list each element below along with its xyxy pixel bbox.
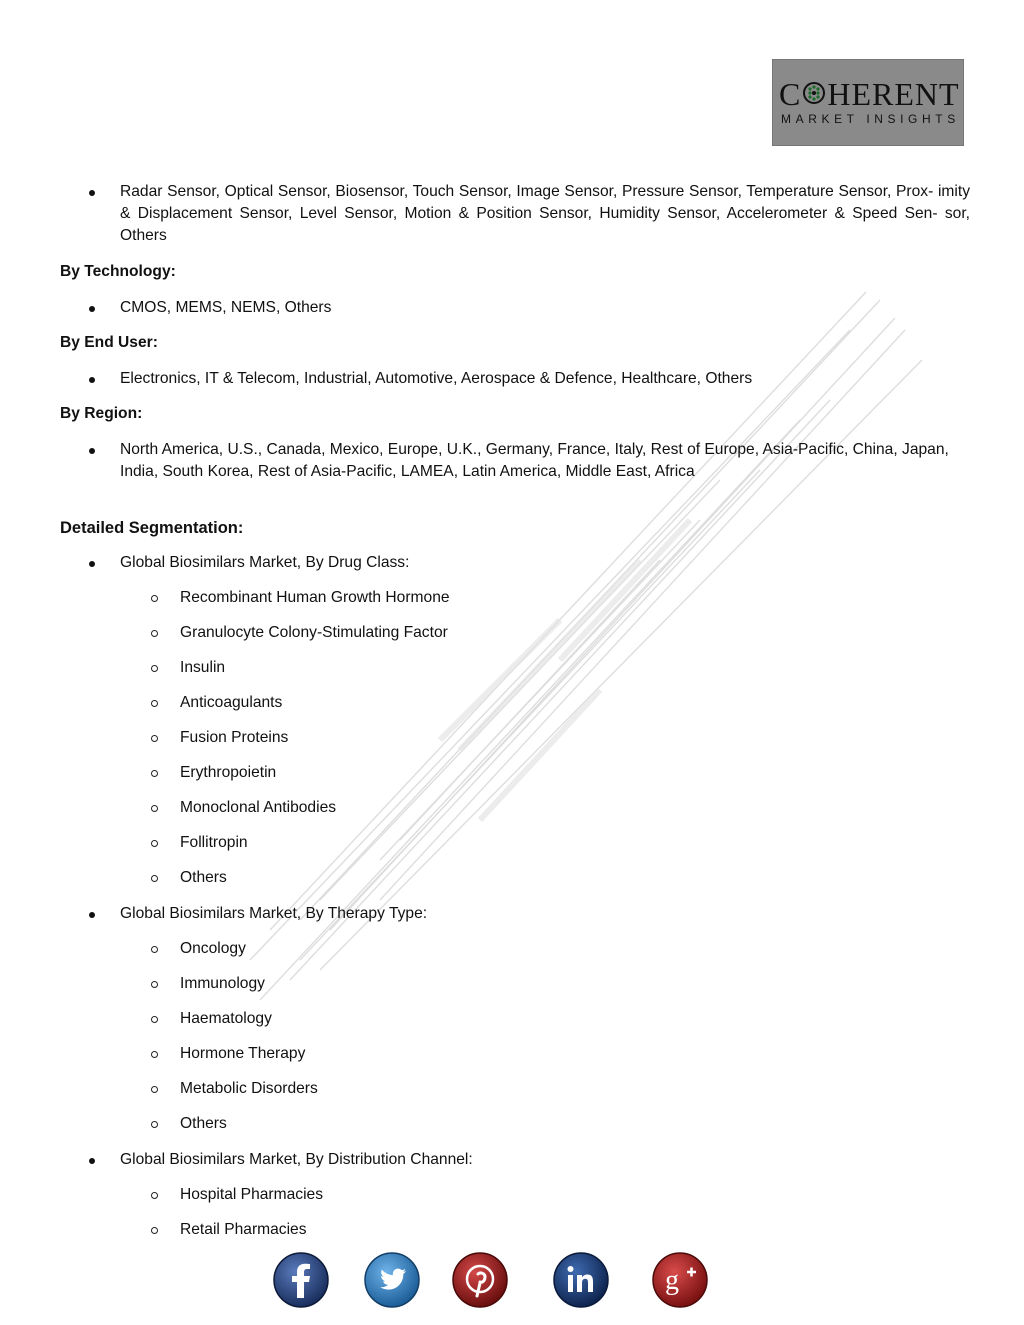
list-item-label: Recombinant Human Growth Hormone (180, 589, 450, 606)
sub-bullet-ring (151, 630, 158, 637)
list-item (60, 1219, 970, 1241)
list-item (60, 1113, 970, 1135)
bullet-dot (89, 448, 95, 454)
sub-bullet-ring (151, 735, 158, 742)
list-item (60, 1184, 970, 1206)
bullet-dot (89, 1158, 95, 1164)
sub-bullet-ring (151, 1192, 158, 1199)
sub-bullet-ring (151, 805, 158, 812)
list-item (60, 867, 970, 889)
sub-bullet-ring (151, 840, 158, 847)
list-item (60, 1078, 970, 1100)
linkedin-icon[interactable] (553, 1252, 609, 1308)
list-item-label: Follitropin (180, 834, 248, 851)
list-item (60, 973, 970, 995)
list-item (60, 1008, 970, 1030)
sub-bullet-ring (151, 770, 158, 777)
sub-bullet-ring (151, 1051, 158, 1058)
distribution-channel-list (60, 1184, 970, 1241)
list-item-label: Immunology (180, 975, 265, 992)
therapy-type-title: Global Biosimilars Market, By Therapy Type: (120, 905, 428, 922)
therapy-type-bullet (60, 903, 970, 925)
list-item (60, 832, 970, 854)
list-item-label: Hormone Therapy (180, 1045, 306, 1062)
list-item-label: Haematology (180, 1010, 272, 1027)
facebook-icon[interactable] (273, 1252, 329, 1308)
list-item (60, 762, 970, 784)
list-item (60, 938, 970, 960)
region-list-text: North America, U.S., Canada, Mexico, Europe, U.K., Germany, France, Italy, Rest of Europe, Asia-Pacific, China, Japan, India, South Korea, Rest of Asia-Pacific, LAMEA, Latin America, Middle East, Africa (120, 441, 949, 480)
drug-class-list (60, 587, 970, 889)
document-body (60, 178, 970, 1241)
sub-bullet-ring (151, 665, 158, 672)
svg-text:g: g (665, 1265, 679, 1296)
bullet-dot (89, 377, 95, 383)
technology-heading: By Technology: (60, 263, 176, 280)
bullet-dot (89, 912, 95, 918)
list-item-label: Others (180, 869, 227, 886)
technology-bullet (60, 297, 970, 319)
list-item (60, 727, 970, 749)
twitter-icon[interactable] (364, 1252, 420, 1308)
distribution-channel-title: Global Biosimilars Market, By Distribution Channel: (120, 1151, 473, 1168)
therapy-type-list (60, 938, 970, 1135)
sub-bullet-ring (151, 875, 158, 882)
social-icons-bar (0, 1250, 1024, 1310)
list-item (60, 657, 970, 679)
list-item-label: Insulin (180, 659, 226, 676)
region-bullet (60, 439, 970, 483)
sub-bullet-ring (151, 1121, 158, 1128)
list-item (60, 587, 970, 609)
end-user-bullet (60, 368, 970, 390)
list-item (60, 1043, 970, 1065)
sub-bullet-ring (151, 981, 158, 988)
sub-bullet-ring (151, 700, 158, 707)
technology-list-text: CMOS, MEMS, NEMS, Others (120, 299, 332, 316)
globe-icon (802, 78, 826, 106)
bullet-dot (89, 561, 95, 567)
list-item-label: Erythropoietin (180, 764, 277, 781)
list-item-label: Metabolic Disorders (180, 1080, 318, 1097)
bullet-dot (89, 190, 95, 196)
sub-bullet-ring (151, 1086, 158, 1093)
list-item (60, 692, 970, 714)
pinterest-icon[interactable] (452, 1252, 508, 1308)
list-item-label: Monoclonal Antibodies (180, 799, 337, 816)
end-user-list-text: Electronics, IT & Telecom, Industrial, Automotive, Aerospace & Defence, Healthcare, Others (120, 370, 753, 387)
distribution-channel-bullet (60, 1149, 970, 1171)
logo-tagline: MARKET INSIGHTS (781, 112, 960, 126)
list-item-label: Granulocyte Colony-Stimulating Factor (180, 624, 448, 641)
sub-bullet-ring (151, 1227, 158, 1234)
list-item-label: Others (180, 1115, 227, 1132)
company-logo (772, 59, 964, 146)
type-list-text: Radar Sensor, Optical Sensor, Biosensor, Touch Sensor, Image Sensor, Pressure Sensor, Temperature Sensor, Prox- imity & Displacement Sensor, Level Sensor, Motion & Position Sensor, Humidity Sensor, Accelerometer & Speed Sen- sor, Others (120, 183, 970, 244)
logo-wordmark: C HERENT (779, 76, 960, 112)
google-plus-icon[interactable] (652, 1252, 708, 1308)
region-heading: By Region: (60, 405, 143, 422)
sub-bullet-ring (151, 946, 158, 953)
list-item-label: Retail Pharmacies (180, 1221, 307, 1238)
drug-class-bullet (60, 552, 970, 574)
list-item (60, 622, 970, 644)
list-item (60, 797, 970, 819)
list-item-label: Fusion Proteins (180, 729, 289, 746)
list-item-label: Oncology (180, 940, 246, 957)
bullet-dot (89, 306, 95, 312)
drug-class-title: Global Biosimilars Market, By Drug Class: (120, 554, 410, 571)
detailed-segmentation-heading: Detailed Segmentation: (60, 519, 244, 537)
list-item-label: Anticoagulants (180, 694, 283, 711)
sub-bullet-ring (151, 1016, 158, 1023)
sub-bullet-ring (151, 595, 158, 602)
type-bullet (60, 181, 970, 247)
end-user-heading: By End User: (60, 334, 158, 351)
list-item-label: Hospital Pharmacies (180, 1186, 324, 1203)
